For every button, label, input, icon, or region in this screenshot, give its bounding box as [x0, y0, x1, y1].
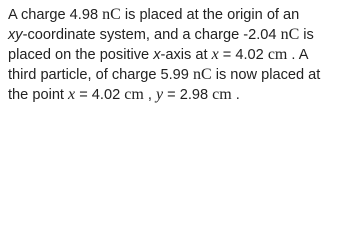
axis-label: x — [153, 47, 161, 63]
text-segment: is — [299, 27, 314, 43]
text-segment: = 2.98 — [163, 87, 213, 103]
problem-line-4 — [8, 65, 348, 85]
length-unit: cm — [212, 86, 232, 103]
text-segment: the point — [8, 87, 69, 103]
text-segment: placed on the positive — [8, 47, 154, 63]
length-unit: cm — [124, 86, 144, 103]
text-segment: A charge 4.98 — [8, 7, 103, 23]
variable-x: x — [211, 46, 219, 63]
text-segment: . A — [287, 47, 309, 63]
charge-unit: nC — [102, 6, 121, 23]
text-segment: is placed at the origin of an — [120, 7, 300, 23]
text-segment: = 4.02 — [218, 47, 268, 63]
charge-unit: nC — [280, 26, 300, 43]
text-segment: -coordinate system, and a charge -2.04 — [22, 27, 281, 43]
coordinate-system-label: xy — [8, 27, 23, 43]
text-segment: , — [143, 87, 156, 103]
text-segment: third particle, of charge 5.99 — [8, 67, 193, 83]
text-segment: = 4.02 — [75, 87, 125, 103]
problem-line-3 — [8, 45, 348, 65]
problem-text — [8, 5, 348, 105]
text-segment: . — [231, 87, 240, 103]
charge-unit: nC — [192, 66, 212, 83]
problem-line-2 — [8, 25, 348, 45]
variable-x: x — [68, 86, 76, 103]
text-segment: -axis at — [160, 47, 212, 63]
variable-y: y — [155, 86, 164, 103]
text-segment: is now placed at — [211, 67, 321, 83]
problem-line-1 — [8, 5, 348, 25]
length-unit: cm — [267, 46, 288, 63]
problem-line-5 — [8, 85, 348, 105]
